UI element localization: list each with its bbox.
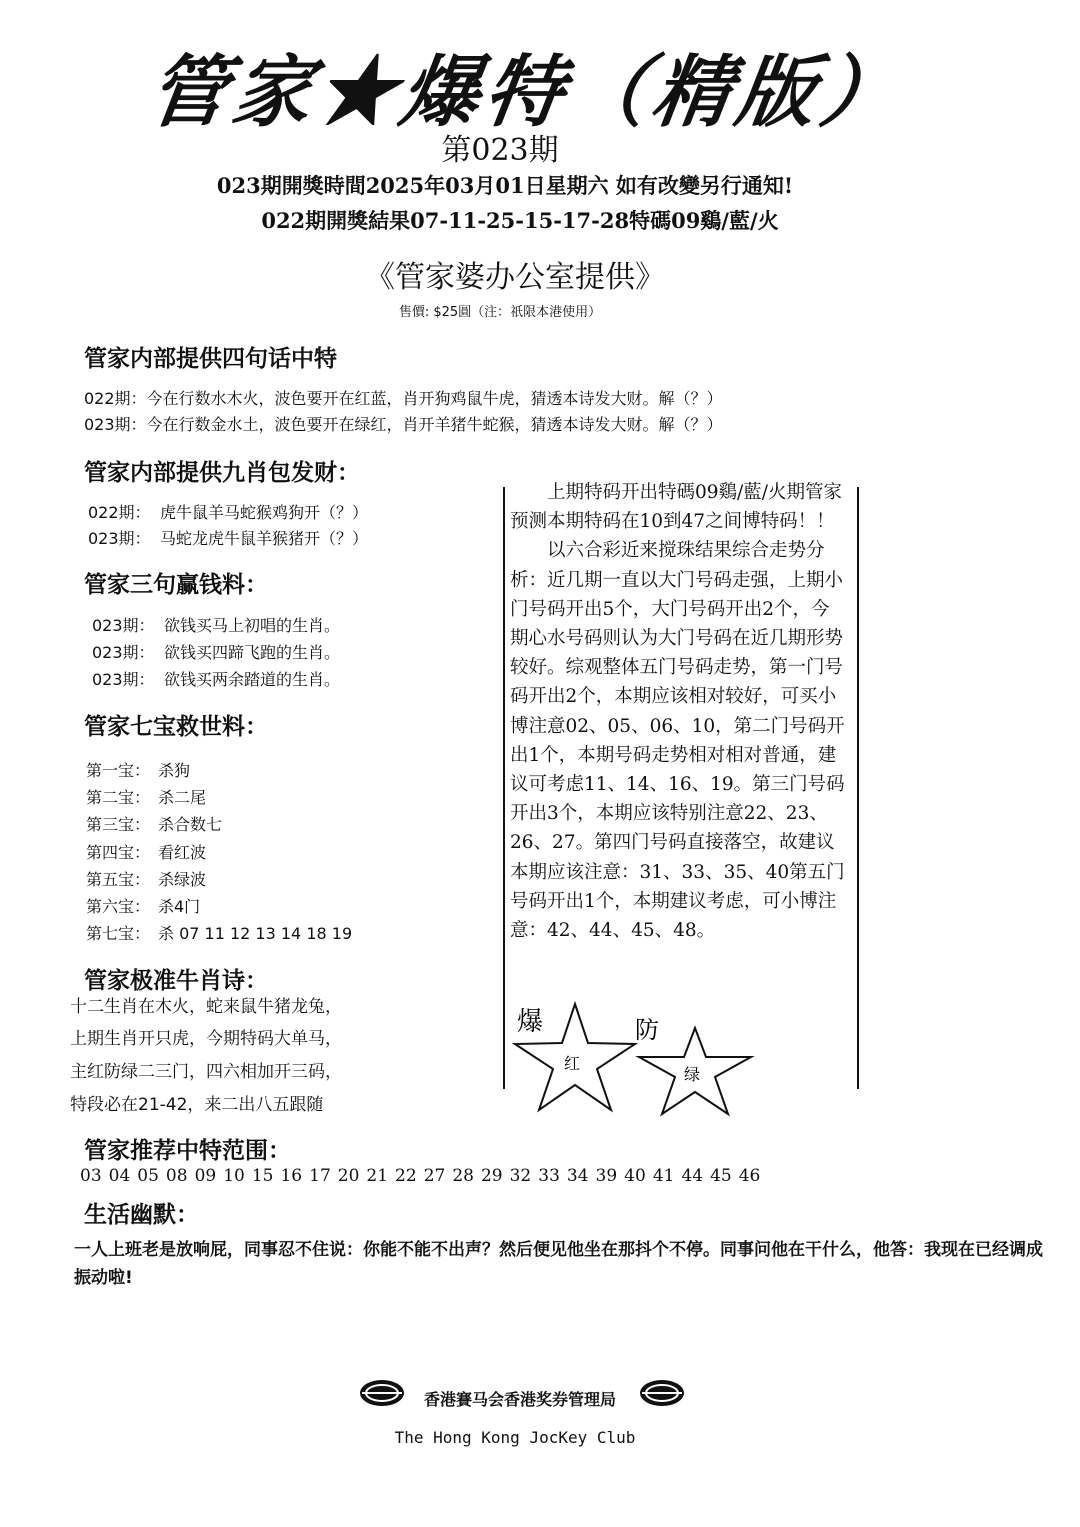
footer-english-name: The Hong Kong JocKey Club xyxy=(394,1428,636,1447)
star-red-label: 爆 xyxy=(517,1007,544,1037)
row-text: 杀二尾 xyxy=(158,788,207,807)
page-title: 管家★爆特（精版） xyxy=(142,47,912,138)
humor-text: 一人上班老是放响屁，同事忍不住说：你能不能不出声？然后便见他坐在那抖个不停。同事问他在干什么，他答：我现在已经调成振动啦! xyxy=(74,1240,1043,1288)
range-number: 39 xyxy=(595,1166,618,1186)
star-red-inner: 红 xyxy=(564,1054,581,1073)
row-label: 023期： xyxy=(92,670,155,689)
range-number: 09 xyxy=(194,1166,217,1186)
section-zodiac-poem-heading: 管家极准牛肖诗： xyxy=(84,968,268,994)
last-draw-result: 022期開獎結果07-11-25-15-17-28特碼09鷄/藍/火 xyxy=(261,208,779,233)
list-item xyxy=(86,758,190,781)
row-label: 023期： xyxy=(92,616,155,635)
list-item xyxy=(86,812,222,835)
range-number: 10 xyxy=(223,1166,245,1186)
poem-line: 特段必在21-42，来二出八五跟随 xyxy=(70,1095,324,1115)
recommended-range-heading: 管家推荐中特范围： xyxy=(84,1138,291,1164)
row-text: 杀绿波 xyxy=(158,870,207,889)
row-label: 022期： xyxy=(88,503,151,522)
price-note: 售價: $25圓（注：祇限本港使用） xyxy=(398,305,602,320)
range-number: 41 xyxy=(652,1166,675,1186)
analysis-paragraph: 以六合彩近来搅珠结果综合走势分析：近几期一直以大门号码走强，上期小门号码开出5个，大门号码开出2个，今期心水号码则认为大门号码在近几期形势较好。综观整体五门号码走势，第一门号码开出2个，本期应该相对较好，可买小博注意02、05、06、10，第二门号码开出1个，本期号码走势相对相对普通，建议可考虑11、14、16、19。第三门号码开出3个，本期应该特别注意22、23、26、27。第四门号码直接落空，故建议本期应该注意：31、33、35、40第五门号码开出1个，本期建议考虑，可小博注意：42、44、45、48。 xyxy=(510,540,845,942)
range-number: 44 xyxy=(681,1166,704,1186)
range-number: 32 xyxy=(509,1166,532,1186)
analysis-text xyxy=(510,478,848,945)
section-seven-treasures-heading: 管家七宝救世料： xyxy=(84,714,268,740)
list-item: 022期：今在行数水木火，波色要开在红蓝，肖开狗鸡鼠牛虎，猜透本诗发大财。解（？） xyxy=(84,389,723,408)
row-text: 看红波 xyxy=(158,843,207,862)
row-label: 第七宝： xyxy=(86,924,151,943)
list-item xyxy=(86,894,200,917)
list-item xyxy=(88,526,368,549)
provider-line: 《管家婆办公室提供》 xyxy=(365,260,665,295)
range-number: 21 xyxy=(366,1166,389,1186)
list-item xyxy=(86,867,206,890)
range-number: 34 xyxy=(566,1166,589,1186)
row-text: 虎牛鼠羊马蛇猴鸡狗开（？） xyxy=(160,503,369,522)
list-item xyxy=(92,613,340,636)
row-label: 第三宝： xyxy=(86,815,151,834)
range-number: 27 xyxy=(423,1166,446,1186)
row-text: 杀合数七 xyxy=(158,815,223,834)
range-number: 45 xyxy=(710,1166,732,1186)
star-green-label: 防 xyxy=(635,1016,659,1044)
poem-line: 主红防绿二三门，四六相加开三码， xyxy=(70,1062,342,1082)
row-text: 欲钱买两余踏道的生肖。 xyxy=(164,670,341,689)
section-three-sentences-heading: 管家三句赢钱料： xyxy=(84,572,268,598)
range-number: 03 xyxy=(80,1166,102,1186)
poem-line: 十二生肖在木火，蛇来鼠牛猪龙兔， xyxy=(70,997,342,1017)
range-number: 16 xyxy=(280,1166,303,1186)
row-text: 杀狗 xyxy=(158,761,191,780)
row-text: 杀4门 xyxy=(158,897,201,916)
draw-time-notice: 023期開獎時間2025年03月01日星期六 如有改變另行通知! xyxy=(216,173,794,198)
list-item xyxy=(86,785,206,808)
row-label: 第二宝： xyxy=(86,788,151,807)
row-label: 023期： xyxy=(92,643,155,662)
footer-organization: 香港賽马会香港奖券管理局 xyxy=(423,1390,616,1409)
range-number: 20 xyxy=(337,1166,360,1186)
row-label: 第四宝： xyxy=(86,843,151,862)
list-item xyxy=(86,840,206,863)
list-item xyxy=(88,500,368,523)
row-text: 欲钱买马上初唱的生肖。 xyxy=(164,616,341,635)
range-number: 33 xyxy=(538,1166,560,1186)
list-item xyxy=(92,640,340,663)
range-number: 28 xyxy=(452,1166,474,1186)
section-four-sentences-heading: 管家内部提供四句话中特 xyxy=(84,346,337,372)
row-label: 第五宝： xyxy=(86,870,151,889)
star-green-inner: 绿 xyxy=(684,1065,701,1084)
section-nine-zodiac-heading: 管家内部提供九肖包发财： xyxy=(84,460,360,486)
list-item xyxy=(86,921,352,944)
range-number: 15 xyxy=(251,1166,274,1186)
range-number: 40 xyxy=(624,1166,646,1186)
list-item: 023期：今在行数金水土，波色要开在绿红，肖开羊猪牛蛇猴，猜透本诗发大财。解（？） xyxy=(84,415,723,434)
recommended-range-numbers xyxy=(80,1166,767,1186)
range-number: 17 xyxy=(309,1166,331,1186)
row-label: 第一宝： xyxy=(86,761,151,780)
issue-number: 第023期 xyxy=(441,133,559,168)
range-number: 22 xyxy=(395,1166,417,1186)
row-text: 欲钱买四蹄飞跑的生肖。 xyxy=(164,643,341,662)
stars-graphic xyxy=(505,990,765,1120)
jockey-club-logo-icon xyxy=(638,1378,686,1408)
humor-heading: 生活幽默： xyxy=(84,1202,199,1228)
list-item xyxy=(92,667,340,690)
range-number: 04 xyxy=(108,1166,131,1186)
row-text: 杀 07 11 12 13 14 18 19 xyxy=(158,924,353,943)
range-number: 05 xyxy=(137,1166,159,1186)
row-text: 马蛇龙虎牛鼠羊猴猪开（？） xyxy=(160,529,369,548)
range-number: 29 xyxy=(480,1166,503,1186)
range-number: 08 xyxy=(165,1166,188,1186)
analysis-paragraph: 上期特码开出特碼09鷄/藍/火期管家预测本期特码在10到47之间博特码！！ xyxy=(510,482,843,533)
range-number: 46 xyxy=(738,1166,761,1186)
row-label: 第六宝： xyxy=(86,897,151,916)
row-label: 023期： xyxy=(88,529,151,548)
poem-line: 上期生肖开只虎，今期特码大单马， xyxy=(70,1029,342,1049)
